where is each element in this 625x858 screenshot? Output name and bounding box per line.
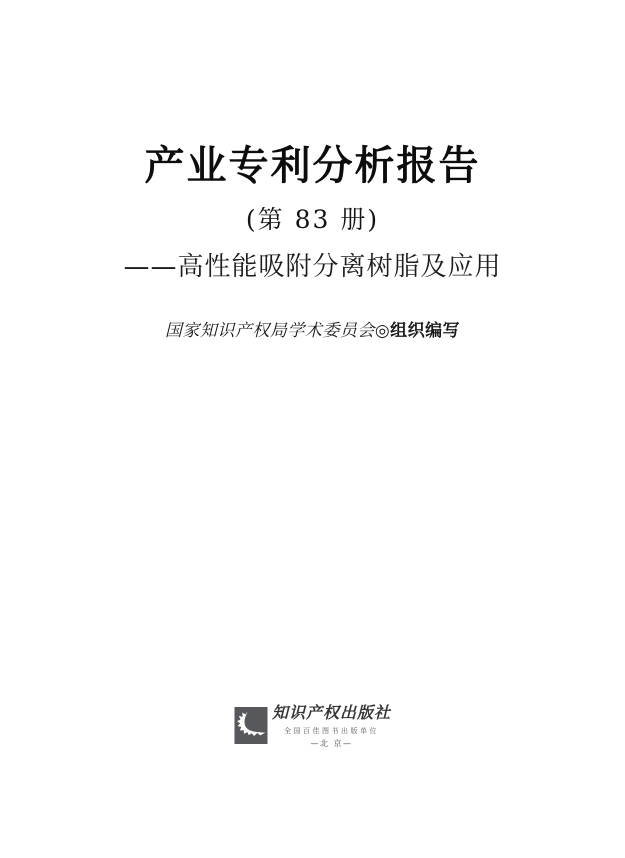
publisher-logo	[234, 707, 267, 744]
publisher-block	[234, 703, 391, 749]
splash-icon	[235, 708, 266, 743]
publisher-city: —北 京—	[310, 739, 353, 748]
volume-label: (第 83 册)	[245, 205, 380, 234]
publisher-honor: 全国百佳图书出版单位	[283, 727, 379, 735]
book-subtitle: ——高性能吸附分离树脂及应用	[123, 252, 502, 282]
byline-role: 组织编写	[390, 321, 461, 341]
byline-separator: ◎	[374, 321, 391, 341]
book-title: 产业专利分析报告	[144, 142, 481, 189]
publisher-text	[272, 703, 391, 749]
byline-institution: 国家知识产权局学术委员会	[164, 321, 375, 341]
byline	[0, 316, 625, 341]
publisher-name: 知识产权出版社	[271, 703, 392, 722]
